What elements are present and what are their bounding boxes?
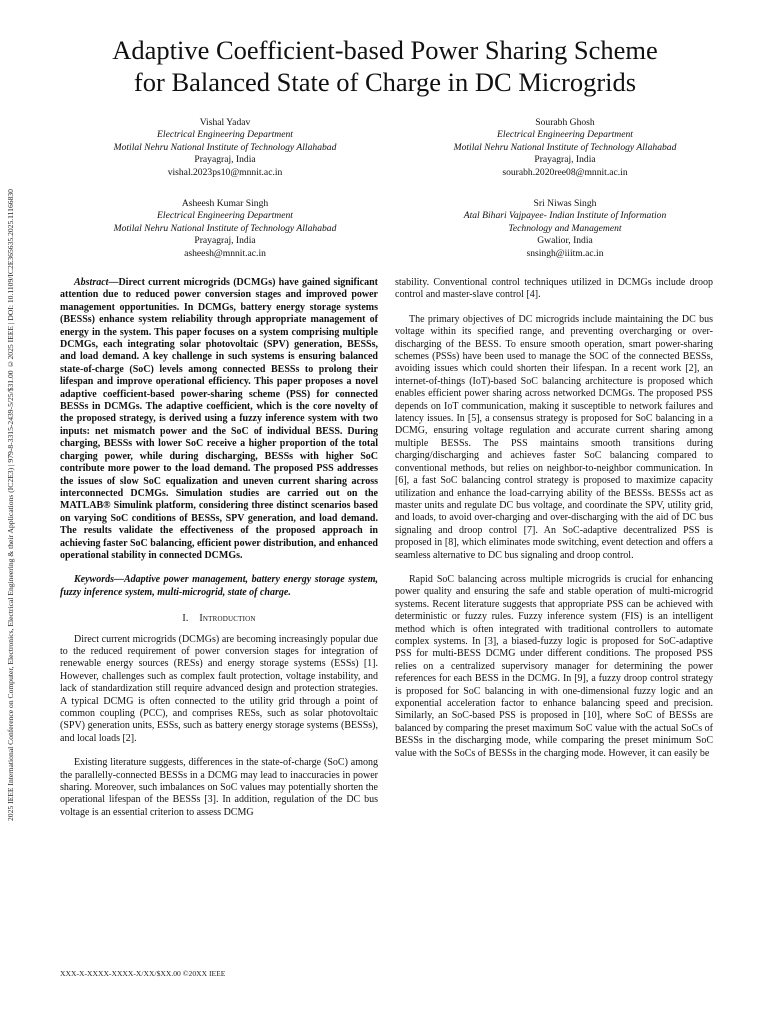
left-column — [60, 277, 378, 819]
author-affiliation-line: Technology and Management — [508, 222, 622, 234]
author-affiliation-line: Electrical Engineering Department — [157, 210, 293, 222]
author-email: snsingh@iiitm.ac.in — [526, 247, 604, 259]
section-number: I. — [182, 613, 189, 625]
author-affiliation-line: Motilal Nehru National Institute of Technology Allahabad — [453, 141, 677, 153]
author-affiliation-line: Motilal Nehru National Institute of Technology Allahabad — [113, 222, 337, 234]
right-column — [395, 277, 713, 760]
author-4 — [400, 198, 730, 260]
author-email: sourabh.2020ree08@mnnit.ac.in — [502, 166, 628, 178]
author-name: Asheesh Kumar Singh — [181, 198, 269, 209]
title-line-2: for Balanced State of Charge in DC Microgrids — [133, 67, 637, 97]
author-name: Sri Niwas Singh — [533, 198, 597, 209]
author-affiliation-line: Motilal Nehru National Institute of Technology Allahabad — [113, 141, 337, 153]
keywords: Keywords—Adaptive power management, battery energy storage system, fuzzy inference system, multi-microgrid, state of charge. — [60, 574, 378, 598]
body-paragraph: Rapid SoC balancing across multiple microgrids is crucial for enhancing power quality and ensuring the safe and stable operation of multi-microgrid systems. Recent literature suggests that appropriate PSS can be achieved with deterministic or fuzzy rules. Fuzzy inference system (FIS) is an intelligent method which is often integrated with traditional controllers to automate complex systems. In [3], a biased-fuzzy logic is proposed for SoC-adaptive PSS for multi-BESS DCMG under different conditions. The proposed PSS relies on a centralized supervisory manager for determining the power references for each BESS in the DCMG. In [9], a fuzzy droop control strategy is proposed for SoC balancing in with one-dimensional fuzzy logic and an exponential acceleration factor to enhance balancing speed and precision. Similarly, an SoC-based PSS is proposed in [10], where SoC of BESSs are balanced by comparing the preset maximum SoC value with the actual SoCs of BESSs in the discharging mode, while comparing the preset minimum SoC value with the SoCs of BESSs in the charging mode. However, it can easily be — [395, 573, 713, 759]
section-heading — [60, 613, 378, 625]
body-paragraph: The primary objectives of DC microgrids include maintaining the DC bus voltage within its specified range, and preventing overcharging or over-discharging of the BESS. To ensure smooth operation, smart power-sharing schemes (PSSs) have been used to manage the SOC of the connected BESSs, avoiding issues which could shorten their lifespan. In a recent work [2], an internet-of-things (IoT)-based SoC balancing architecture is proposed which enables efficient power sharing across networked DCMGs. The proposed PSS depends on IoT communication, making it susceptible to network failures and latency issues. In [5], a consensus strategy is proposed for SoC balancing in a DCMG, ensuring voltage regulation and accurate current sharing among multiple BESSs. The PSS maintains smooth transitions during charging/discharging and achieves faster SoC balancing compared to conventional methods, but relies on neighbor-to-neighbor communication. In [6], a fast SoC balancing control strategy is proposed to maximize capacity utilization and enhance the load-carrying ability of the BESSs. BESSs act as master units and regulate DC bus voltage, and coordinate the SPV, utility grid, and loads, to avoid over-charging and over-discharging with the aid of DC bus signaling and droop control [7]. An SoC-adaptive decentralized PSS is proposed in [8], which eliminates mode switching, event detection and offers a seamless alternative to DC bus signaling and droop control. — [395, 313, 713, 561]
footer-copyright: XXX-X-XXXX-XXXX-X/XX/$XX.00 ©20XX IEEE — [60, 969, 226, 978]
author-city: Prayagraj, India — [194, 154, 256, 166]
author-affiliation-line: Electrical Engineering Department — [497, 129, 633, 141]
author-city: Prayagraj, India — [534, 154, 596, 166]
abstract-text: —Direct current microgrids (DCMGs) have gained significant attention due to reduced power conversion stages and improved power management opportunities. In DCMGs, battery energy storage systems (BESSs) enhance system reliability through appropriate management of energy in the system. This paper focuses on a system comprising multiple DCMGs, each integrating solar photovoltaic (SPV) generation, BESSs, and load demand. A key challenge in such systems is ensuring balanced state-of-charge (SoC) levels among connected BESSs to prolong their lifespan and improve operational efficiency. This paper proposes a novel adaptive coefficient-based power-sharing scheme (PSS) for connected BESSs in DCMGs. The adaptive coefficient, which is the core novelty of the proposed strategy, is derived using a fuzzy inference system with two inputs: net mismatch power and the SoC of individual BESS. During charging, BESSs with lower SoC receive a higher proportion of the total charging power, while during discharging, BESSs with higher SoC contribute more power to the load demand. The proposed PSS addresses the issues of slow SoC equalization and uneven current sharing across interconnected DCMGs. Simulation studies are carried out on the MATLAB® Simulink platform, considering three distinct scenarios based on varying SoC conditions of BESSs, SPV generation, and load demand. The results validate the effectiveness of the proposed approach in achieving faster SoC balancing, efficient power distribution, and enhanced operational stability in connected DCMGs. — [60, 277, 378, 561]
section-title: Introduction — [199, 613, 256, 625]
paper-title — [40, 34, 730, 98]
author-3 — [60, 198, 390, 260]
author-1 — [60, 117, 390, 179]
author-city: Prayagraj, India — [194, 235, 256, 247]
author-email: vishal.2023ps10@mnnit.ac.in — [167, 166, 283, 178]
body-paragraph: Direct current microgrids (DCMGs) are becoming increasingly popular due to the reduced requirement of power conversion stages for integration of renewable energy sources (RESs) and energy storage systems (ESSs) [1]. However, challenges such as complex fault protection, voltage instability, and lack of standardization still require advanced design and protection strategies. A typical DCMG is often connected to the utility grid through a point of common coupling (PCC), and comprises RESs, such as solar photovoltaic (SPV) generation units, ESSs, such as battery energy storage systems (BESSs), and local loads [2]. — [60, 633, 378, 744]
abstract-label: Abstract — [74, 277, 109, 288]
title-line-1: Adaptive Coefficient-based Power Sharing Scheme — [112, 35, 658, 65]
author-email: asheesh@mnnit.ac.in — [184, 247, 266, 259]
author-affiliation-line: Atal Bihari Vajpayee- Indian Institute of Information — [463, 210, 667, 222]
side-copyright-note: 2025 IEEE International Conference on Computer, Electronics, Electrical Engineering & their Applications (IC2E3) | 979-8-3315-2439-5/25/$31.00 ©2025 IEEE | DOI: 10.1109/IC2E365635.2025.11166830 — [6, 189, 15, 821]
author-affiliation-line: Electrical Engineering Department — [157, 129, 293, 141]
author-name: Vishal Yadav — [199, 117, 251, 128]
body-paragraph: stability. Conventional control techniques utilized in DCMGs include droop control and master-slave control [4]. — [395, 277, 713, 301]
author-city: Gwalior, India — [537, 235, 593, 247]
body-paragraph: Existing literature suggests, differences in the state-of-charge (SoC) among the parallelly-connected BESSs in a DCMG may lead to inaccuracies in power sharing. Moreover, such imbalances on SoC values may potentially shorten the operational lifespan of the BESSs [3]. In addition, regulation of the DC bus voltage is an essential criterion to assess DCMG — [60, 757, 378, 818]
author-2 — [400, 117, 730, 179]
abstract — [60, 277, 378, 562]
author-name: Sourabh Ghosh — [535, 117, 595, 128]
